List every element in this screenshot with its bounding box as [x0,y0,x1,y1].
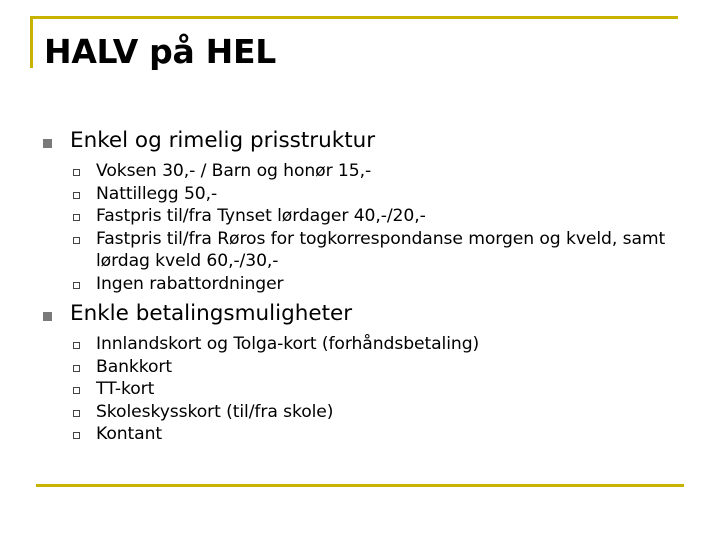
list-item: Skoleskysskort (til/fra skole) [43,401,703,424]
slide-title: HALV på HEL [44,32,276,71]
list-item: Bankkort [43,356,703,379]
list-item: Nattillegg 50,- [43,183,703,206]
frame-top-rule [30,16,678,19]
list-item: Voksen 30,- / Barn og honør 15,- [43,160,703,183]
list-item: Ingen rabattordninger [43,273,703,296]
frame-bottom-rule [36,484,684,487]
list-item: TT-kort [43,378,703,401]
list-item: Fastpris til/fra Røros for togkorrespondanse morgen og kveld, samt lørdag kveld 60,-/30,- [43,228,703,273]
payment-list [43,333,703,446]
list-item: Kontant [43,423,703,446]
frame-left-rule [30,16,33,68]
pricing-list [43,160,703,295]
section-heading-pricing: Enkel og rimelig prisstruktur [43,127,703,154]
section-heading-payment: Enkle betalingsmuligheter [43,300,703,327]
slide-body [43,127,703,451]
list-item: Fastpris til/fra Tynset lørdager 40,-/20,- [43,205,703,228]
list-item: Innlandskort og Tolga-kort (forhåndsbetaling) [43,333,703,356]
